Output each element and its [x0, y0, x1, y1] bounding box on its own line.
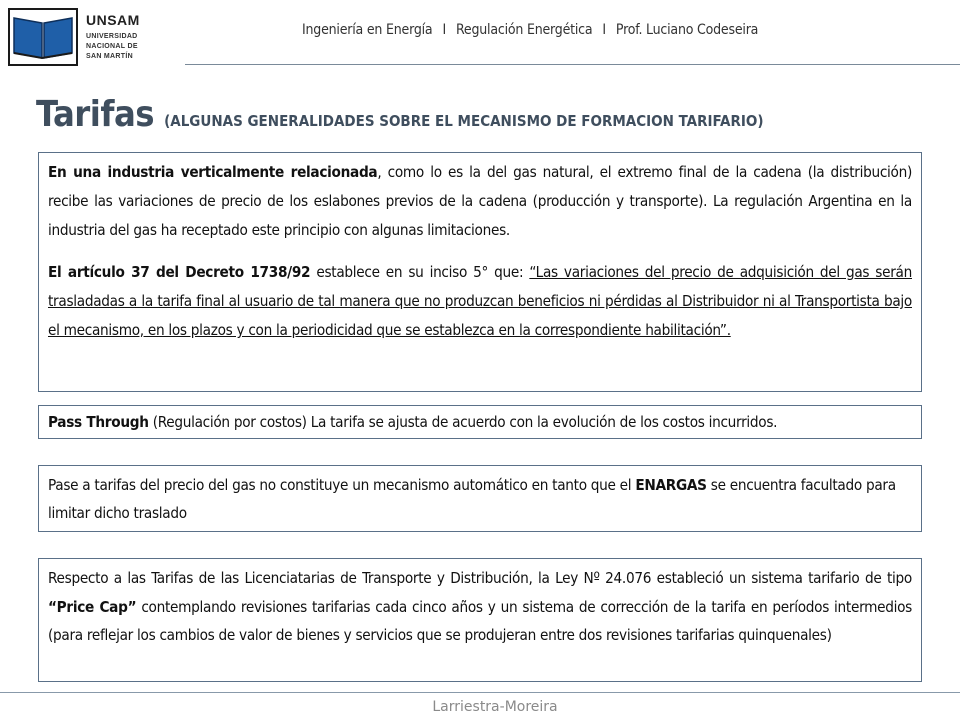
- book-logo-icon: [8, 8, 78, 66]
- enargas-paragraph: [48, 471, 912, 527]
- decree-text: establece en su inciso 5° que:: [310, 263, 530, 281]
- vertical-industry-box: [38, 152, 922, 392]
- enargas-text-post: se encuentra facultado para limitar dicho traslado: [48, 476, 896, 522]
- title-subtitle: (ALGUNAS GENERALIDADES SOBRE EL MECANISMO DE FORMACION TARIFARIO): [164, 112, 764, 130]
- pass-through-paragraph: [48, 408, 912, 437]
- logo-name: UNSAM: [86, 12, 140, 28]
- header-divider: [185, 64, 960, 65]
- header-course: Ingeniería en Energía: [302, 22, 433, 38]
- header-separator: I: [602, 22, 606, 38]
- price-cap-text-post: contemplando revisiones tarifarias cada cinco años y un sistema de corrección de la tarifa en períodos intermedios (para reflejar los cambios de valor de bienes y servicios que se produjeran entre dos revisiones tarifarias quinquenales): [48, 597, 913, 644]
- unsam-logo: [8, 8, 178, 66]
- footer-divider: [0, 692, 960, 693]
- price-cap-paragraph: [48, 564, 912, 650]
- enargas-bold: ENARGAS: [635, 476, 707, 494]
- vertical-industry-text: , como lo es la del gas natural, el extremo final de la cadena (la distribución) recibe las variaciones de precio de los eslabones previos de la cadena (producción y transporte). La regulación Argentina en la industria del gas ha receptado este principio con algunas limitaciones.: [48, 163, 912, 239]
- header-nav: [302, 22, 758, 38]
- decree-quote: “Las variaciones del precio de adquisición del gas serán trasladadas a la tarifa final al usuario de tal manera que no produzcan beneficios ni pérdidas al Distribuidor ni al Transportista bajo el mecanismo, en los plazos y con la periodicidad que se establezca en la correspondiente habilitación”.: [48, 263, 912, 339]
- vertical-industry-paragraph: [48, 158, 912, 245]
- page-title: [36, 94, 764, 135]
- enargas-box: [38, 465, 922, 532]
- logo-line-3: SAN MARTÍN: [86, 53, 133, 60]
- logo-line-2: NACIONAL DE: [86, 43, 138, 50]
- pass-through-bold: Pass Through: [48, 413, 149, 431]
- header-professor: Prof. Luciano Codeseira: [615, 22, 759, 38]
- header-subject: Regulación Energética: [455, 22, 593, 38]
- enargas-text-pre: Pase a tarifas del precio del gas no constituye un mecanismo automático en tanto que el: [48, 476, 636, 494]
- logo-line-1: UNIVERSIDAD: [86, 33, 138, 40]
- price-cap-box: [38, 558, 922, 682]
- vertical-industry-bold: En una industria verticalmente relacionada: [48, 163, 378, 181]
- price-cap-bold: “Price Cap”: [48, 597, 137, 616]
- pass-through-box: [38, 405, 922, 439]
- price-cap-text-pre: Respecto a las Tarifas de las Licenciatarias de Transporte y Distribución, la Ley Nº 24.076 estableció un sistema tarifario de tipo: [48, 569, 912, 587]
- footer-author: Larriestra-Moreira: [432, 699, 558, 715]
- header-separator: I: [442, 22, 446, 38]
- title-main: Tarifas: [36, 94, 155, 135]
- decree-bold: El artículo 37 del Decreto 1738/92: [48, 263, 311, 281]
- pass-through-text: (Regulación por costos) La tarifa se ajusta de acuerdo con la evolución de los costos incurridos.: [148, 413, 778, 431]
- decree-paragraph: [48, 258, 912, 345]
